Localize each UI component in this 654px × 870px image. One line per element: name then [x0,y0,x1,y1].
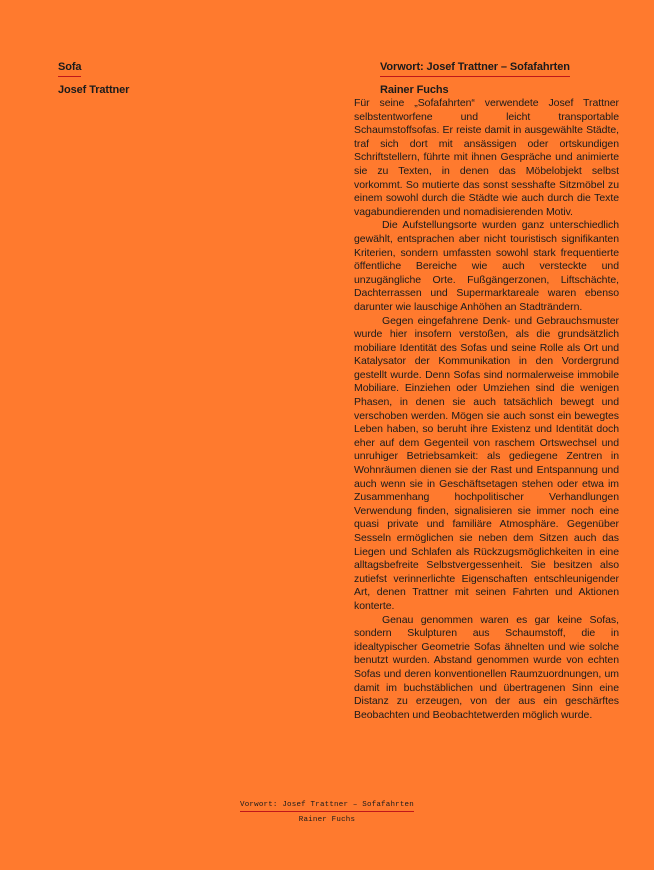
chapter-title: Vorwort: Josef Trattner – Sofafahrten [380,60,570,77]
paragraph-2: Die Aufstellungsorte wurden ganz unterschiedlich gewählt, entsprachen aber nicht touristisch signifikanten Kriterien, sondern umfassten sowohl stark frequentierte öffentliche Bereiche wie auch versteckte und unzugängliche Orte. Fußgängerzonen, Liftschächte, Dachterrassen und Supermarktareale waren ebenso darunter wie lauschige Anhöhen an Stadträndern. [354,219,619,313]
paragraph-1: Für seine „Sofafahrten“ verwendete Josef Trattner selbstentworfene und leicht transportable Schaumstoffsofas. Er reiste damit in ausgewählte Städte, traf sich dort mit ansässigen oder ortskundigen Schriftstellern, führte mit ihnen Gespräche und animierte sie zu Texten, in denen das Möbelobjekt selbst vorkommt. So mutierte das sonst sesshafte Sitzmöbel zu einem sowohl durch die Städte wie auch durch die Texte vagabundierenden und nomadisierenden Motiv. [354,97,619,218]
right-running-header [380,57,570,97]
footer-author: Rainer Fuchs [298,816,356,824]
paragraph-4: Genau genommen waren es gar keine Sofas, sondern Skulpturen aus Schaumstoff, die in idealtypischer Geometrie Sofas ähnelten und wie solche benutzt wurden. Abstand genommen wurde von echten Sofas und deren konventionellen Raumzuordnungen, um damit im buchstäblichen und übertragenen Sinn eine Distanz zu erzeugen, von der aus ein geschärftes Beobachten und Beobachtetwerden möglich wurde. [354,613,619,721]
chapter-author: Rainer Fuchs [380,84,449,96]
book-author: Josef Trattner [58,84,130,96]
paragraph-3: Gegen eingefahrene Denk- und Gebrauchsmuster wurde hier insofern verstoßen, als die grundsätzlich mobiliare Identität des Sofas und seine Rolle als Ort und Katalysator der Kommunikation in den Vordergrund gestellt wurde. Denn Sofas sind normalerweise immobile Mobiliare. Einziehen oder Umziehen sind die wenigen Phasen, in denen sie auch tatsächlich bewegt und verschoben werden. Mögen sie auch sonst ein bewegtes Leben haben, so beruht ihre Existenz und Identität doch eher auf dem Gegenteil von raschem Ortswechsel und unruhiger Betriebsamkeit: als gediegene Zentren in Wohnräumen dienen sie der Rast und Entspannung und auch wenn sie in Geschäftsetagen stehen oder etwa im Zusammenhang hochpolitischer Verhandlungen Verwendung finden, signalisieren sie immer noch eine quasi private und familiäre Atmosphäre. Gegenüber Sesseln ermöglichen sie neben dem Sitzen auch das Liegen und Schlafen als Rückzugsmöglichkeiten in eine alltagsbefreite Selbstvergessenheit. Sie besitzen also zutiefst verinnerlichte Eigenschaften entschleunigender Art, denen Trattner mit seinen Fahrten und Aktionen konterte. [354,314,619,612]
book-title: Sofa [58,60,81,77]
footer-title: Vorwort: Josef Trattner – Sofafahrten [240,801,414,812]
page-footer [0,801,654,824]
left-running-header [58,57,129,97]
body-text-column [354,97,619,722]
